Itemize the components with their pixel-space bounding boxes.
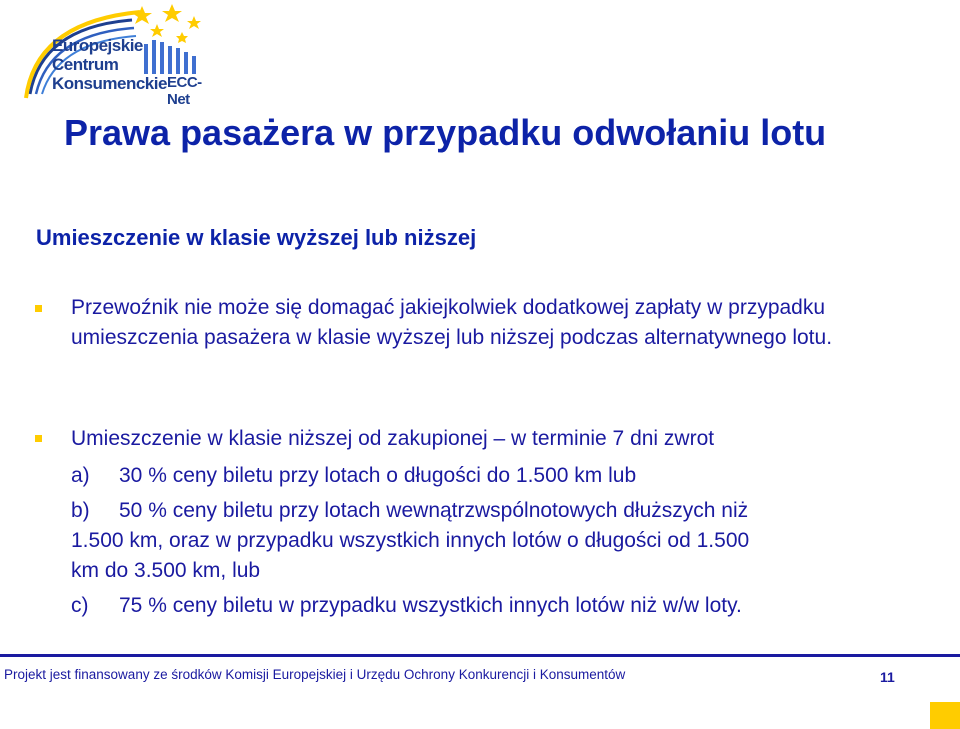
list-text: 75 % ceny biletu w przypadku wszystkich innych lotów niż w/w loty. bbox=[119, 594, 742, 617]
list-label: c) bbox=[71, 594, 89, 617]
square-bullet-icon bbox=[35, 305, 42, 312]
bullet-item bbox=[71, 424, 871, 454]
bullet-text: Umieszczenie w klasie niższej od zakupionej – w terminie 7 dni zwrot bbox=[71, 427, 715, 450]
slide-title: Prawa pasażera w przypadku odwołaniu lotu bbox=[64, 112, 827, 153]
list-label: b) bbox=[71, 499, 90, 522]
logo-wordmark bbox=[52, 36, 167, 93]
footer-divider bbox=[0, 654, 960, 657]
logo-line-1: Europejskie bbox=[52, 36, 143, 55]
bullet-item bbox=[71, 293, 871, 353]
list-item-a bbox=[71, 461, 636, 491]
list-item-b bbox=[71, 496, 748, 526]
list-text: 30 % ceny biletu przy lotach o długości do 1.500 km lub bbox=[119, 464, 637, 487]
list-item-b-continuation: 1.500 km, oraz w przypadku wszystkich innych lotów o długości od 1.500 bbox=[71, 529, 750, 552]
footer-text: Projekt jest finansowany ze środków Komisji Europejskiej i Urzędu Ochrony Konkurencji i Konsumentów bbox=[4, 667, 626, 682]
list-item-c bbox=[71, 591, 742, 621]
slide-subtitle: Umieszczenie w klasie wyższej lub niższej bbox=[36, 225, 477, 250]
logo-line-3: Konsumenckie bbox=[52, 74, 167, 93]
list-text: 50 % ceny biletu przy lotach wewnątrzwspólnotowych dłuższych niż bbox=[119, 499, 749, 522]
logo-line-2: Centrum bbox=[52, 55, 119, 74]
bullet-text: Przewoźnik nie może się domagać jakiejkolwiek dodatkowej zapłaty w przypadku umieszczenia pasażera w klasie wyższej lub niższej podczas alternatywnego lotu. bbox=[71, 296, 833, 349]
list-item-b-continuation: km do 3.500 km, lub bbox=[71, 559, 261, 582]
list-label: a) bbox=[71, 464, 90, 487]
corner-decoration bbox=[930, 702, 960, 729]
ecc-logo bbox=[22, 2, 212, 108]
logo-network: ECC-Net bbox=[167, 74, 202, 108]
page-number: 11 bbox=[880, 669, 895, 685]
square-bullet-icon bbox=[35, 435, 42, 442]
